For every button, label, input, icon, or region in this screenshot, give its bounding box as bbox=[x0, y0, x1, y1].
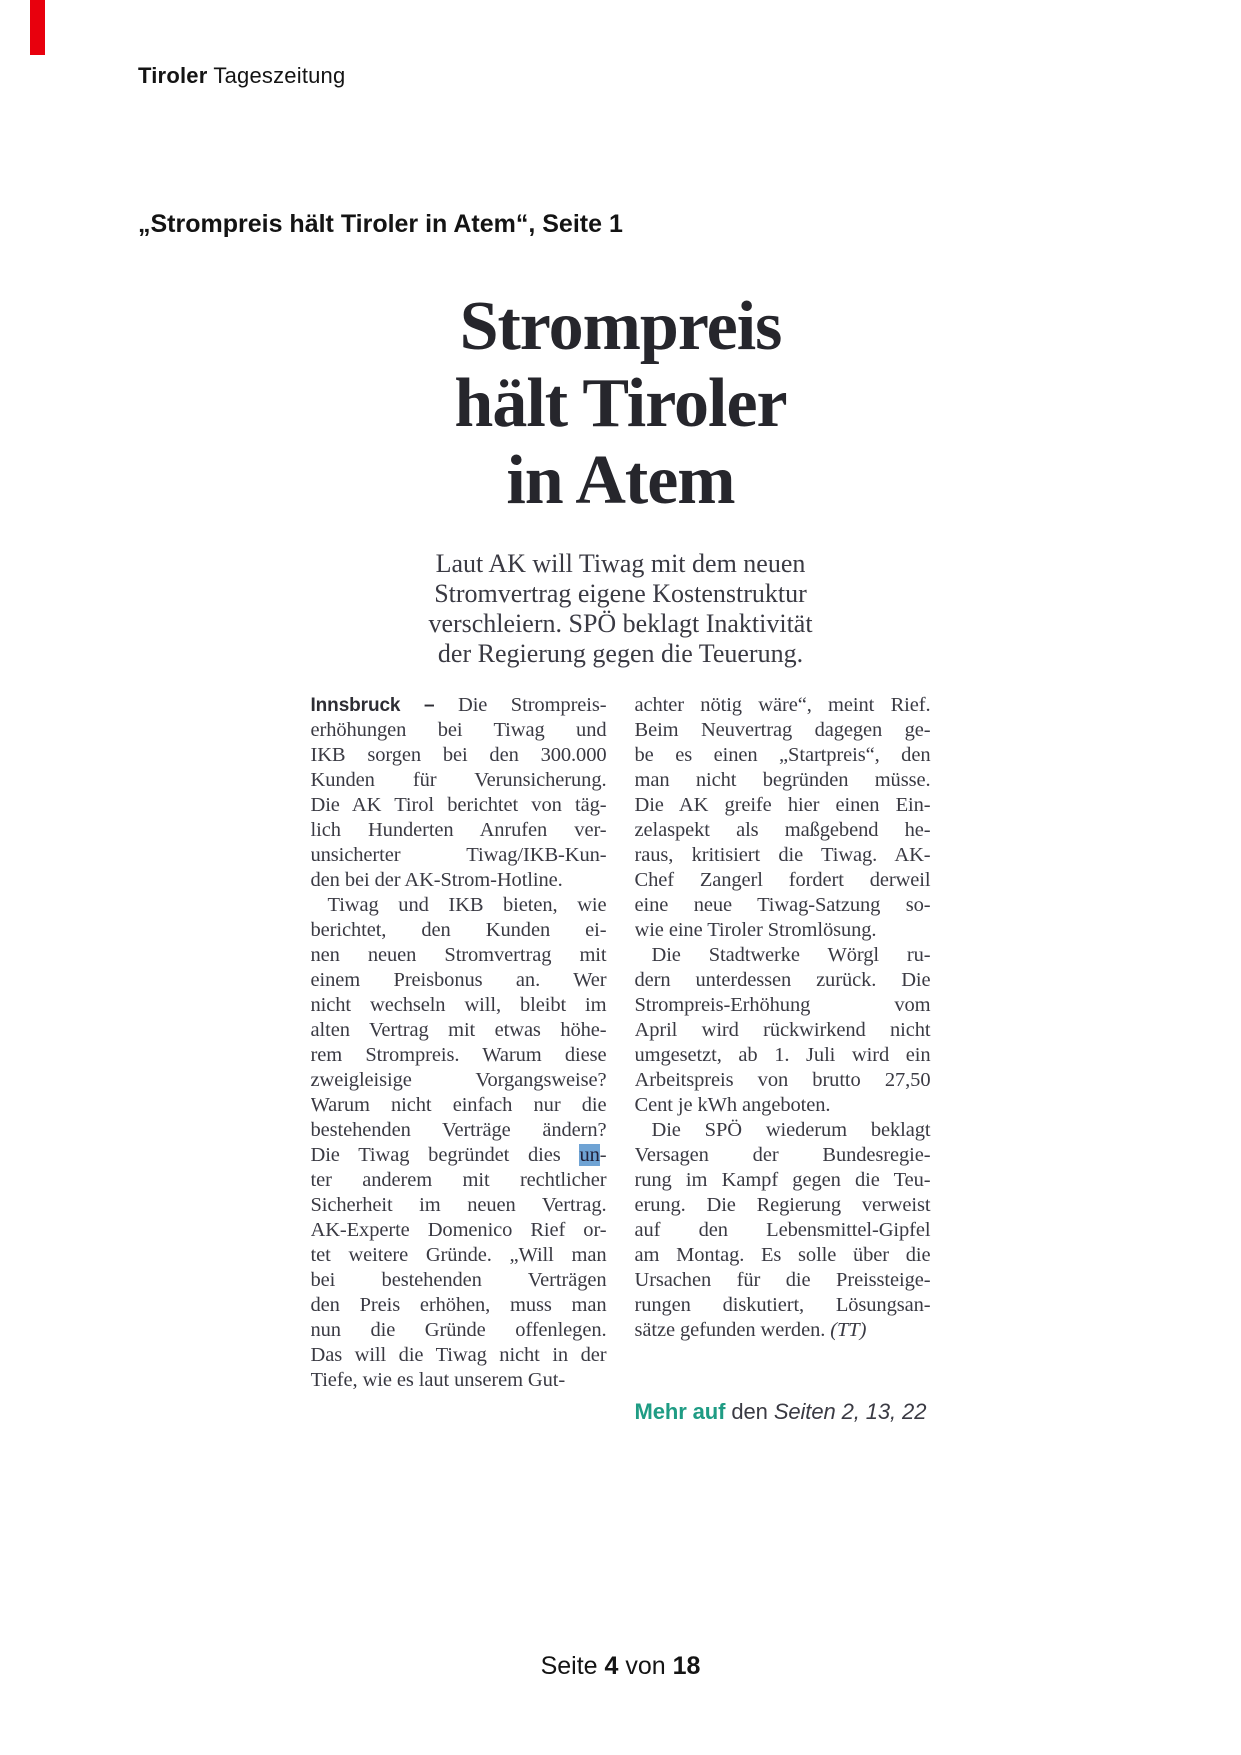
text-segment: bestehenden Verträge ändern? bbox=[310, 1119, 607, 1141]
text-line bbox=[635, 1018, 931, 1043]
text-segment: erhöhungen bei Tiwag und bbox=[310, 719, 607, 741]
text-line bbox=[635, 1093, 931, 1118]
text-line bbox=[311, 1118, 607, 1143]
text-segment: tet weitere Gründe. „Will man bbox=[310, 1244, 607, 1266]
text-line bbox=[635, 968, 931, 993]
article-column-left bbox=[311, 693, 607, 1424]
text-line bbox=[311, 1268, 607, 1293]
text-line bbox=[635, 918, 931, 943]
text-segment: Innsbruck – bbox=[310, 695, 435, 716]
text-segment: auf den Lebensmittel-Gipfel bbox=[634, 1219, 931, 1241]
footer-page-number: 4 bbox=[604, 1652, 619, 1680]
text-segment: Strompreis bbox=[459, 288, 782, 365]
text-segment: Kunden für Verunsicherung. bbox=[310, 769, 607, 791]
text-line bbox=[311, 1218, 607, 1243]
text-segment: alten Vertrag mit etwas höhe- bbox=[310, 1019, 607, 1041]
text-segment: be es einen „Startpreis“, den bbox=[634, 744, 931, 766]
text-segment: Die SPÖ wiederum beklagt bbox=[651, 1119, 931, 1141]
text-line bbox=[311, 1043, 607, 1068]
text-segment: nen neuen Stromvertrag mit bbox=[310, 944, 607, 966]
text-segment: Warum nicht einfach nur die bbox=[310, 1094, 607, 1116]
text-line bbox=[311, 579, 931, 609]
text-line bbox=[311, 1368, 607, 1393]
text-segment: verschleiern. SPÖ beklagt Inaktivität bbox=[428, 609, 813, 638]
text-segment: AK-Experte Domenico Rief or- bbox=[310, 1219, 607, 1241]
text-line bbox=[311, 1193, 607, 1218]
text-line bbox=[635, 1268, 931, 1293]
text-segment: un bbox=[579, 1144, 600, 1166]
text-line bbox=[311, 843, 607, 868]
footer-label: Seite bbox=[540, 1652, 605, 1680]
text-segment: dern unterdessen zurück. Die bbox=[634, 969, 931, 991]
text-segment: rung im Kampf gegen die Teu- bbox=[634, 1169, 931, 1191]
article-reference-heading: „Strompreis hält Tiroler in Atem“, Seite 1 bbox=[138, 210, 623, 238]
text-line bbox=[311, 549, 931, 579]
text-line bbox=[311, 1068, 607, 1093]
newspaper-brand bbox=[138, 63, 345, 89]
page-footer bbox=[0, 1652, 1241, 1681]
text-segment: achter nötig wäre“, meint Rief. bbox=[634, 694, 931, 716]
text-segment: Das will die Tiwag nicht in der bbox=[310, 1344, 607, 1366]
text-line bbox=[635, 1143, 931, 1168]
text-line bbox=[635, 718, 931, 743]
text-segment: Seiten 2, 13, 22 bbox=[773, 1399, 927, 1424]
brand-regular-part: Tageszeitung bbox=[207, 63, 346, 88]
text-segment: Die AK Tirol berichtet von täg- bbox=[310, 794, 607, 816]
text-segment: unsicherter Tiwag/IKB-Kun- bbox=[310, 844, 607, 866]
text-line bbox=[635, 818, 931, 843]
text-segment: nun die Gründe offenlegen. bbox=[310, 1319, 607, 1341]
text-segment: in Atem bbox=[506, 442, 735, 519]
text-segment: Arbeitspreis von brutto 27,50 bbox=[634, 1069, 931, 1091]
brand-bold-part: Tiroler bbox=[138, 63, 208, 88]
text-line bbox=[311, 793, 607, 818]
text-line bbox=[311, 1343, 607, 1368]
text-line bbox=[311, 968, 607, 993]
text-line bbox=[311, 918, 607, 943]
text-line bbox=[635, 1068, 931, 1093]
text-line bbox=[635, 1218, 931, 1243]
text-line bbox=[311, 818, 607, 843]
text-line bbox=[311, 442, 931, 519]
text-line bbox=[311, 1143, 607, 1168]
text-segment: Tiefe, wie es laut unserem Gut- bbox=[310, 1369, 566, 1391]
text-line bbox=[635, 768, 931, 793]
text-segment: Laut AK will Tiwag mit dem neuen bbox=[435, 549, 806, 578]
text-segment: nicht wechseln will, bleibt im bbox=[310, 994, 607, 1016]
text-segment: April wird rückwirkend nicht bbox=[634, 1019, 931, 1041]
article-clipping bbox=[311, 288, 931, 1424]
text-line bbox=[311, 288, 931, 365]
text-line bbox=[311, 743, 607, 768]
text-line bbox=[635, 843, 931, 868]
text-line bbox=[635, 1293, 931, 1318]
text-line bbox=[311, 718, 607, 743]
text-segment: den bbox=[725, 1399, 774, 1424]
text-segment: rungen diskutiert, Lösungsan- bbox=[634, 1294, 931, 1316]
text-segment: eine neue Tiwag-Satzung so- bbox=[634, 894, 931, 916]
text-line bbox=[311, 768, 607, 793]
text-segment: am Montag. Es solle über die bbox=[634, 1244, 931, 1266]
text-segment: Die AK greife hier einen Ein- bbox=[634, 794, 931, 816]
red-marker-bar bbox=[30, 0, 45, 55]
text-line bbox=[311, 868, 607, 893]
text-segment: rem Strompreis. Warum diese bbox=[310, 1044, 607, 1066]
text-line bbox=[635, 1318, 931, 1343]
text-line bbox=[311, 1168, 607, 1193]
article-standfirst bbox=[311, 549, 931, 669]
text-line bbox=[311, 943, 607, 968]
text-segment: Strompreis-Erhöhung vom bbox=[634, 994, 931, 1016]
text-line bbox=[311, 1318, 607, 1343]
text-segment: (TT) bbox=[830, 1319, 867, 1341]
text-line bbox=[635, 1118, 931, 1143]
text-segment: Stromvertrag eigene Kostenstruktur bbox=[434, 579, 807, 608]
text-line bbox=[311, 609, 931, 639]
text-line bbox=[635, 1168, 931, 1193]
text-line bbox=[311, 365, 931, 442]
text-segment: raus, kritisiert die Tiwag. AK- bbox=[634, 844, 931, 866]
text-segment: Ursachen für die Preissteige- bbox=[634, 1269, 931, 1291]
text-line bbox=[311, 1018, 607, 1043]
text-line bbox=[635, 893, 931, 918]
text-segment: den Preis erhöhen, muss man bbox=[310, 1294, 607, 1316]
text-segment: Die Strompreis- bbox=[434, 694, 607, 716]
text-line bbox=[311, 1293, 607, 1318]
text-segment: umgesetzt, ab 1. Juli wird ein bbox=[634, 1044, 931, 1066]
text-segment: Beim Neuvertrag dagegen ge- bbox=[634, 719, 931, 741]
text-segment: zelaspekt als maßgebend he- bbox=[634, 819, 931, 841]
article-column-right bbox=[635, 693, 931, 1424]
footer-label: von bbox=[618, 1652, 673, 1680]
text-segment: bei bestehenden Verträgen bbox=[310, 1269, 607, 1291]
text-line bbox=[635, 1243, 931, 1268]
text-segment: lich Hunderten Anrufen ver- bbox=[310, 819, 607, 841]
text-segment: Versagen der Bundesregie- bbox=[634, 1144, 931, 1166]
footer-page-number: 18 bbox=[672, 1652, 701, 1680]
text-segment: man nicht begründen müsse. bbox=[634, 769, 931, 791]
text-line bbox=[311, 1093, 607, 1118]
text-segment: Tiwag und IKB bieten, wie bbox=[327, 894, 607, 916]
text-segment: Mehr auf bbox=[634, 1399, 726, 1424]
text-segment: den bei der AK-Strom-Hotline. bbox=[310, 869, 563, 891]
text-segment: IKB sorgen bei den 300.000 bbox=[310, 744, 607, 766]
text-segment: berichtet, den Kunden ei- bbox=[310, 919, 607, 941]
text-segment: Sicherheit im neuen Vertrag. bbox=[310, 1194, 607, 1216]
article-headline bbox=[311, 288, 931, 519]
text-line bbox=[635, 1193, 931, 1218]
text-line bbox=[311, 1243, 607, 1268]
more-on-pages-line bbox=[635, 1399, 931, 1424]
text-line bbox=[311, 693, 607, 718]
text-segment: sätze gefunden werden. bbox=[634, 1319, 831, 1341]
text-segment: hält Tiroler bbox=[454, 365, 787, 442]
text-segment: Die Stadtwerke Wörgl ru- bbox=[651, 944, 931, 966]
text-segment: ter anderem mit rechtlicher bbox=[310, 1169, 607, 1191]
text-line bbox=[635, 868, 931, 893]
text-segment: Die Tiwag begründet dies bbox=[310, 1144, 580, 1166]
text-line bbox=[635, 993, 931, 1018]
text-line bbox=[311, 893, 607, 918]
text-line bbox=[635, 793, 931, 818]
text-segment: einem Preisbonus an. Wer bbox=[310, 969, 607, 991]
text-line bbox=[635, 943, 931, 968]
text-line bbox=[635, 743, 931, 768]
text-line bbox=[311, 993, 607, 1018]
text-segment: - bbox=[599, 1144, 607, 1166]
article-body-columns bbox=[311, 693, 931, 1424]
text-segment: Chef Zangerl fordert derweil bbox=[634, 869, 931, 891]
text-segment: der Regierung gegen die Teuerung. bbox=[437, 639, 804, 668]
text-segment: zweigleisige Vorgangsweise? bbox=[310, 1069, 607, 1091]
text-line bbox=[635, 1043, 931, 1068]
text-segment: wie eine Tiroler Stromlösung. bbox=[634, 919, 877, 941]
text-line bbox=[635, 693, 931, 718]
text-line bbox=[311, 639, 931, 669]
text-segment: Cent je kWh angeboten. bbox=[634, 1094, 831, 1116]
text-segment: erung. Die Regierung verweist bbox=[634, 1194, 931, 1216]
